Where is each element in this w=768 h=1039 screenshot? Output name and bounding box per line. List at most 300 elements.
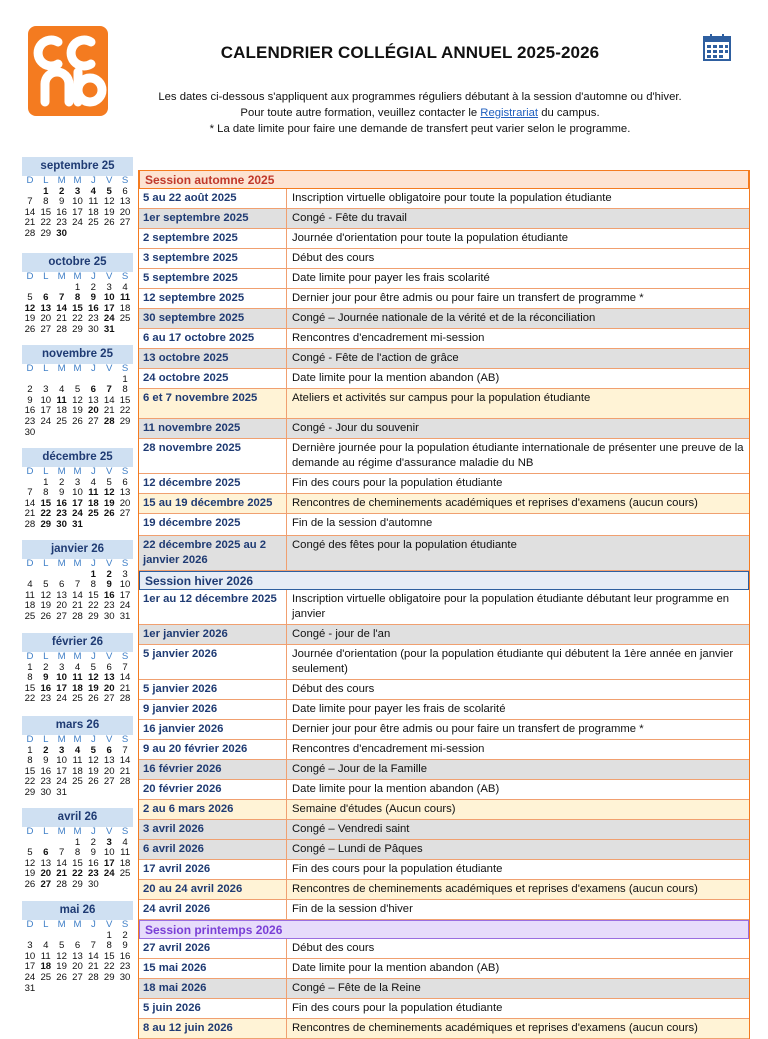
day-cell: 17 (103, 857, 115, 869)
weekday-label: J (90, 919, 96, 930)
day-cell: 19 (56, 961, 67, 973)
day-cell: 29 (88, 610, 99, 622)
day-cell: 19 (40, 600, 52, 612)
event-description: Congé – Lundi de Pâques (292, 843, 423, 855)
event-description: Journée d'orientation (pour la population étudiante qui débutent la 1ère année en janvier seulement) (292, 648, 734, 675)
event-date: 3 avril 2026 (139, 820, 287, 839)
day-cell: 10 (56, 672, 67, 684)
calendar-row (139, 329, 749, 349)
day-cell: 8 (74, 847, 81, 859)
day-cell: 5 (58, 940, 65, 952)
day-cell: 23 (56, 508, 67, 520)
day-cell: 4 (74, 661, 81, 673)
weekday-header (22, 364, 133, 375)
day-cell: 29 (40, 518, 52, 530)
weekday-label: S (121, 363, 129, 374)
mini-calendar-month: décembre 25 (22, 448, 133, 467)
weekday-label: L (43, 558, 49, 569)
day-cell: 30 (88, 878, 99, 890)
day-cell: 2 (43, 744, 49, 756)
event-date: 12 décembre 2025 (139, 474, 287, 493)
event-description: Fin des cours pour la population étudiante (292, 477, 503, 489)
event-description: Rencontres d'encadrement mi-session (292, 332, 485, 344)
calendar-row (139, 720, 749, 740)
calendar-row (139, 625, 749, 645)
day-cell: 18 (40, 961, 52, 973)
event-date: 8 au 12 juin 2026 (139, 1019, 287, 1038)
day-cell: 22 (72, 313, 83, 325)
day-grid (22, 375, 133, 439)
event-description: Date limite pour la mention abandon (AB) (292, 783, 500, 795)
day-cell: 30 (88, 323, 99, 335)
day-cell: 21 (88, 961, 99, 973)
day-cell: 15 (24, 682, 36, 694)
day-cell: 26 (24, 323, 36, 335)
day-cell: 3 (122, 568, 128, 580)
day-cell: 17 (72, 206, 83, 218)
day-cell: 10 (72, 487, 83, 499)
weekday-label: S (121, 271, 129, 282)
day-cell: 2 (58, 185, 65, 197)
day-cell: 17 (56, 765, 67, 777)
day-cell: 19 (103, 497, 115, 509)
day-cell: 15 (88, 589, 99, 601)
day-cell: 3 (27, 940, 33, 952)
day-cell: 18 (88, 497, 99, 509)
day-cell: 4 (90, 476, 97, 488)
day-cell: 12 (24, 857, 36, 869)
day-cell: 21 (56, 313, 67, 325)
day-grid (22, 663, 133, 705)
weekday-header (22, 652, 133, 663)
mini-calendar (22, 901, 133, 994)
day-cell: 20 (40, 313, 52, 325)
day-cell: 16 (119, 950, 131, 962)
event-description: Fin des cours pour la population étudiante (292, 1002, 503, 1014)
weekday-label: D (26, 826, 34, 837)
day-cell: 12 (40, 589, 52, 601)
event-description: Congé – Jour de la Famille (292, 763, 428, 775)
weekday-header (22, 272, 133, 283)
mini-calendar (22, 808, 133, 891)
event-description: Rencontres de cheminements académiques et reprises d'examens (aucun cours) (292, 883, 698, 895)
day-cell: 3 (74, 476, 81, 488)
weekday-label: M (73, 826, 82, 837)
event-date: 20 au 24 avril 2026 (139, 880, 287, 899)
day-cell: 12 (88, 755, 99, 767)
day-cell: 15 (72, 302, 83, 314)
weekday-label: L (43, 919, 49, 930)
day-cell: 7 (122, 661, 128, 673)
day-cell: 9 (43, 755, 49, 767)
event-description: Date limite pour la mention abandon (AB) (292, 962, 500, 974)
weekday-label: J (90, 271, 96, 282)
weekday-label: M (73, 271, 82, 282)
weekday-label: D (26, 558, 34, 569)
mini-calendar-month: mars 26 (22, 716, 133, 735)
calendar-row (139, 536, 749, 571)
day-cell: 4 (122, 281, 128, 293)
weekday-label: D (26, 271, 34, 282)
day-cell: 11 (72, 672, 83, 684)
day-cell: 5 (90, 661, 97, 673)
day-cell: 24 (72, 508, 83, 520)
registrariat-link[interactable]: Registrariat (480, 107, 539, 119)
day-cell: 2 (122, 929, 128, 941)
day-cell: 21 (56, 868, 67, 880)
day-cell: 27 (40, 323, 52, 335)
day-cell: 26 (103, 508, 115, 520)
mini-calendar (22, 157, 133, 240)
calendar-row (139, 229, 749, 249)
day-cell: 23 (119, 961, 131, 973)
weekday-label: M (73, 734, 82, 745)
day-cell: 10 (103, 847, 115, 859)
mini-calendar-month: avril 26 (22, 808, 133, 827)
calendar-row (139, 880, 749, 900)
calendar-row (139, 780, 749, 800)
weekday-header (22, 827, 133, 838)
day-cell: 28 (103, 415, 115, 427)
day-cell: 6 (43, 292, 49, 304)
day-cell: 18 (119, 302, 131, 314)
weekday-label: L (43, 466, 49, 477)
day-cell: 25 (40, 971, 52, 983)
event-description: Inscription virtuelle obligatoire pour toute la population étudiante (292, 192, 612, 204)
event-date: 17 avril 2026 (139, 860, 287, 879)
day-cell: 9 (106, 579, 112, 591)
day-cell: 1 (122, 373, 128, 385)
day-cell: 18 (88, 206, 99, 218)
day-cell: 8 (90, 579, 97, 591)
event-date: 5 janvier 2026 (139, 645, 287, 679)
day-cell: 24 (103, 868, 115, 880)
day-cell: 13 (40, 857, 52, 869)
ccnb-logo-mark (28, 26, 108, 116)
day-cell: 20 (103, 682, 115, 694)
day-cell: 28 (72, 610, 83, 622)
day-cell: 6 (106, 744, 112, 756)
day-cell: 13 (56, 589, 67, 601)
weekday-label: J (90, 734, 96, 745)
day-cell: 7 (58, 847, 65, 859)
event-description: Début des cours (292, 942, 375, 954)
page-title: CALENDRIER COLLÉGIAL ANNUEL 2025-2026 (220, 43, 600, 62)
day-cell: 15 (40, 497, 52, 509)
day-cell: 8 (106, 940, 112, 952)
day-cell: 22 (40, 508, 52, 520)
weekday-label: D (26, 919, 34, 930)
event-description: Début des cours (292, 683, 375, 695)
day-cell: 7 (74, 579, 81, 591)
day-cell: 3 (74, 185, 81, 197)
event-description: Rencontres de cheminements académiques et reprises d'examens (aucun cours) (292, 1022, 698, 1034)
event-description: Date limite pour payer les frais de scolarité (292, 703, 506, 715)
day-cell: 12 (88, 672, 99, 684)
day-cell: 7 (27, 196, 33, 208)
event-description: Début des cours (292, 252, 375, 264)
day-cell: 6 (106, 661, 112, 673)
day-cell: 31 (103, 323, 115, 335)
event-date: 22 décembre 2025 au 2 janvier 2026 (139, 536, 287, 570)
weekday-label: M (57, 466, 66, 477)
event-date: 20 février 2026 (139, 780, 287, 799)
day-cell: 13 (103, 672, 115, 684)
event-date: 5 au 22 août 2025 (139, 189, 287, 208)
calendar-row (139, 840, 749, 860)
day-cell: 13 (119, 196, 131, 208)
day-cell: 26 (56, 971, 67, 983)
day-cell: 29 (119, 415, 131, 427)
day-cell: 26 (88, 776, 99, 788)
event-description: Journée d'orientation pour toute la population étudiante (292, 232, 569, 244)
event-description: Dernier jour pour être admis ou pour faire un transfert de programme * (292, 723, 644, 735)
day-cell: 30 (40, 786, 52, 798)
calendar-row (139, 389, 749, 419)
day-cell: 8 (122, 384, 128, 396)
day-cell: 14 (72, 589, 83, 601)
day-cell: 30 (119, 971, 131, 983)
day-cell: 23 (103, 600, 115, 612)
weekday-label: M (57, 826, 66, 837)
day-cell: 30 (103, 610, 115, 622)
event-date: 1er au 12 décembre 2025 (139, 590, 287, 624)
day-cell: 28 (119, 693, 131, 705)
ccnb-logo (28, 26, 108, 116)
mini-calendar-month: novembre 25 (22, 345, 133, 364)
day-cell: 12 (24, 302, 36, 314)
day-cell: 27 (119, 508, 131, 520)
mini-calendar-month: mai 26 (22, 901, 133, 920)
event-date: 30 septembre 2025 (139, 309, 287, 328)
day-cell: 28 (24, 518, 36, 530)
weekday-label: S (121, 651, 129, 662)
event-description: Congé – Journée nationale de la vérité et de la réconciliation (292, 312, 596, 324)
event-date: 18 mai 2026 (139, 979, 287, 998)
weekday-label: V (106, 175, 113, 186)
day-cell: 9 (58, 196, 65, 208)
day-cell: 3 (58, 744, 65, 756)
weekday-header (22, 467, 133, 478)
day-cell: 20 (88, 405, 99, 417)
day-cell: 10 (56, 755, 67, 767)
day-cell: 1 (74, 836, 81, 848)
calendar-row (139, 439, 749, 474)
day-cell: 8 (74, 292, 81, 304)
day-cell: 8 (27, 672, 33, 684)
mini-calendar (22, 540, 133, 623)
day-cell: 15 (40, 206, 52, 218)
event-description: Congé – Fête de la Reine (292, 982, 421, 994)
day-cell: 21 (24, 508, 36, 520)
day-cell: 4 (74, 744, 81, 756)
day-cell: 15 (24, 765, 36, 777)
day-cell: 3 (58, 661, 65, 673)
weekday-label: S (121, 175, 129, 186)
day-cell: 8 (43, 196, 49, 208)
weekday-label: M (57, 271, 66, 282)
day-cell: 27 (88, 415, 99, 427)
day-cell: 2 (43, 661, 49, 673)
weekday-label: L (43, 734, 49, 745)
weekday-label: J (90, 558, 96, 569)
calendar-row (139, 1019, 749, 1039)
day-cell: 5 (27, 847, 33, 859)
weekday-label: L (43, 826, 49, 837)
calendar-row (139, 999, 749, 1019)
day-cell: 29 (103, 971, 115, 983)
calendar-row (139, 189, 749, 209)
event-description: Semaine d'études (Aucun cours) (292, 803, 456, 815)
day-cell: 29 (72, 323, 83, 335)
weekday-label: M (73, 558, 82, 569)
weekday-label: V (106, 271, 113, 282)
day-cell: 7 (122, 744, 128, 756)
event-date: 9 janvier 2026 (139, 700, 287, 719)
day-cell: 8 (27, 755, 33, 767)
day-cell: 11 (119, 292, 131, 304)
weekday-label: D (26, 651, 34, 662)
day-cell: 18 (119, 857, 131, 869)
day-cell: 21 (119, 765, 131, 777)
day-cell: 28 (88, 971, 99, 983)
weekday-label: V (106, 466, 113, 477)
day-cell: 15 (72, 857, 83, 869)
session-header: Session hiver 2026 (139, 571, 749, 590)
day-cell: 11 (88, 196, 99, 208)
day-cell: 23 (40, 776, 52, 788)
day-cell: 12 (103, 196, 115, 208)
day-cell: 16 (88, 302, 99, 314)
day-cell: 21 (72, 600, 83, 612)
calendar-row (139, 740, 749, 760)
day-cell: 1 (90, 568, 97, 580)
event-date: 1er septembre 2025 (139, 209, 287, 228)
weekday-label: V (106, 826, 113, 837)
day-cell: 26 (88, 693, 99, 705)
day-cell: 25 (119, 313, 131, 325)
day-cell: 13 (119, 487, 131, 499)
calendar-row (139, 369, 749, 389)
intro-line-3: * La date limite pour faire une demande de transfert peut varier selon le programme. (209, 123, 631, 135)
day-cell: 27 (103, 776, 115, 788)
day-cell: 16 (103, 589, 115, 601)
day-cell: 31 (56, 786, 67, 798)
day-grid (22, 570, 133, 623)
calendar-table (138, 170, 750, 1039)
mini-calendar-month: février 26 (22, 633, 133, 652)
calendar-row (139, 209, 749, 229)
day-cell: 28 (56, 878, 67, 890)
weekday-label: M (57, 558, 66, 569)
day-cell: 31 (72, 518, 83, 530)
day-cell: 23 (88, 868, 99, 880)
day-cell: 9 (58, 487, 65, 499)
calendar-row (139, 860, 749, 880)
weekday-header (22, 920, 133, 931)
day-cell: 19 (88, 765, 99, 777)
day-cell: 14 (56, 857, 67, 869)
day-cell: 10 (40, 394, 52, 406)
day-cell: 16 (40, 765, 52, 777)
day-cell: 26 (24, 878, 36, 890)
event-date: 11 novembre 2025 (139, 419, 287, 438)
day-cell: 22 (103, 961, 115, 973)
day-cell: 3 (43, 384, 49, 396)
day-cell: 2 (90, 836, 97, 848)
day-cell: 24 (24, 971, 36, 983)
event-description: Dernière journée pour la population étudiante internationale de présenter une preuve de la demande au régime d'assurance maladie du NB (292, 442, 744, 469)
day-cell: 14 (119, 672, 131, 684)
day-cell: 9 (122, 940, 128, 952)
weekday-label: M (73, 651, 82, 662)
day-cell: 26 (72, 415, 83, 427)
day-cell: 18 (24, 600, 36, 612)
day-cell: 18 (56, 405, 67, 417)
day-cell: 1 (27, 744, 33, 756)
day-cell: 29 (72, 878, 83, 890)
day-cell: 5 (106, 185, 112, 197)
day-grid (22, 187, 133, 240)
day-cell: 14 (103, 394, 115, 406)
calendar-row (139, 680, 749, 700)
day-cell: 3 (106, 836, 112, 848)
day-cell: 20 (40, 868, 52, 880)
event-date: 12 septembre 2025 (139, 289, 287, 308)
day-cell: 2 (106, 568, 112, 580)
weekday-label: M (57, 919, 66, 930)
day-cell: 27 (40, 878, 52, 890)
calendar-row (139, 419, 749, 439)
event-date: 13 octobre 2025 (139, 349, 287, 368)
weekday-label: V (106, 363, 113, 374)
day-grid (22, 838, 133, 891)
event-date: 1er janvier 2026 (139, 625, 287, 644)
day-cell: 20 (119, 497, 131, 509)
weekday-label: M (57, 734, 66, 745)
day-cell: 27 (56, 610, 67, 622)
day-cell: 6 (90, 384, 97, 396)
mini-calendar (22, 633, 133, 705)
day-cell: 9 (43, 672, 49, 684)
day-cell: 30 (24, 426, 36, 438)
day-cell: 31 (119, 610, 131, 622)
day-cell: 1 (27, 661, 33, 673)
day-cell: 1 (74, 281, 81, 293)
day-cell: 6 (122, 476, 128, 488)
day-cell: 19 (24, 868, 36, 880)
weekday-label: L (43, 271, 49, 282)
day-cell: 6 (122, 185, 128, 197)
calendar-row (139, 900, 749, 920)
event-date: 16 janvier 2026 (139, 720, 287, 739)
event-date: 5 septembre 2025 (139, 269, 287, 288)
intro-line-2 (120, 105, 720, 121)
day-cell: 10 (119, 579, 131, 591)
day-cell: 24 (103, 313, 115, 325)
calendar-row (139, 959, 749, 979)
day-cell: 4 (58, 384, 65, 396)
day-cell: 15 (119, 394, 131, 406)
calendar-row (139, 474, 749, 494)
weekday-label: V (106, 651, 113, 662)
day-cell: 13 (88, 394, 99, 406)
day-cell: 17 (72, 497, 83, 509)
calendar-icon (702, 32, 732, 62)
day-cell: 20 (119, 206, 131, 218)
mini-calendar (22, 448, 133, 531)
day-cell: 30 (56, 518, 67, 530)
